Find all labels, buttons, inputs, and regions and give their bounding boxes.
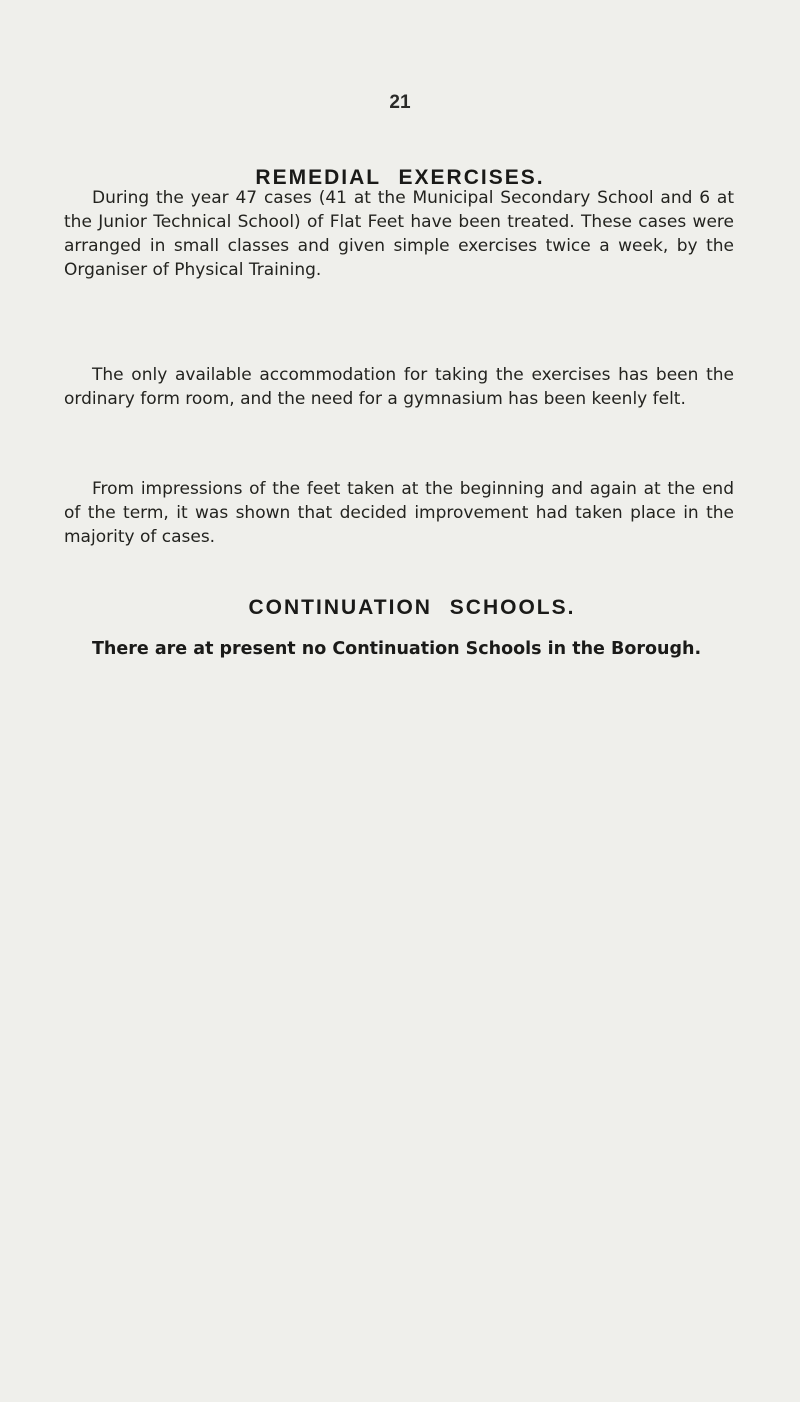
continuation-schools-heading: CONTINUATION SCHOOLS.	[248, 596, 576, 619]
remedial-paragraph-1: During the year 47 cases (41 at the Municipal Secondary School and 6 at the Junior Technical School) of Flat Feet have been treated. These cases were arranged in small classes and given simple exercises twice a week, by the Organiser of Physical Training.	[64, 188, 734, 280]
remedial-paragraph-2: The only available accommodation for taking the exercises has been the ordinary form room, and the need for a gymnasium has been keenly felt.	[64, 365, 734, 409]
remedial-exercises-heading: REMEDIAL EXERCISES.	[255, 166, 545, 189]
continuation-paragraph-1: There are at present no Continuation Schools in the Borough.	[92, 639, 702, 659]
page-number: 21	[389, 92, 411, 113]
remedial-paragraph-3: From impressions of the feet taken at the beginning and again at the end of the term, it was shown that decided improvement had taken place in the majority of cases.	[64, 479, 734, 547]
